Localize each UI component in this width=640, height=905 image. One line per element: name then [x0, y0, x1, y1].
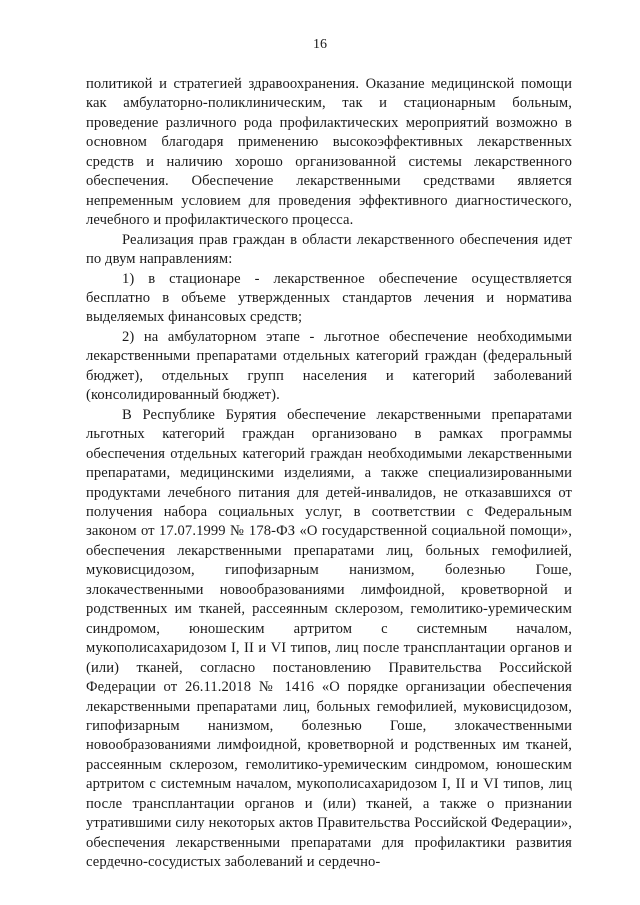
paragraph-outpatient: 2) на амбулаторном этапе - льготное обеспечение необходимыми лекарственными препаратами отдельных категорий граждан (федеральный бюджет), отдельных групп населения и категорий заболеваний (консолидированный бюджет). [86, 328, 572, 404]
page-number: 16 [313, 37, 327, 52]
paragraph-inpatient: 1) в стационаре - лекарственное обеспечение осуществляется бесплатно в объеме утвержденных стандартов лечения и норматива выделяемых финансовых средств; [86, 270, 572, 326]
paragraph-continuation: политикой и стратегией здравоохранения. Оказание медицинской помощи как амбулаторно-поликлиническим, так и стационарным больным, проведение различного рода профилактических мероприятий возможно в основном благодаря применению высокоэффективных лекарственных средств и наличию хорошо организованной системы лекарственного обеспечения. Обеспечение лекарственными средствами является непременным условием для проведения эффективного диагностического, лечебного и профилактического процесса. [86, 76, 572, 229]
document-body [86, 75, 572, 873]
paragraph-buryatia: В Республике Бурятия обеспечение лекарственными препаратами льготных категорий граждан организовано в рамках программы обеспечения отдельных категорий граждан необходимыми лекарственными препаратами, медицинскими изделиями, а также специализированными продуктами лечебного питания для детей-инвалидов, не отказавшихся от получения набора социальных услуг, в соответствии с Федеральным законом от 17.07.1999 № 178-ФЗ «О государственной социальной помощи», обеспечения лекарственными препаратами лиц, больных гемофилией, муковисцидозом, гипофизарным нанизмом, болезнью Гоше, злокачественными новообразованиями лимфоидной, кроветворной и родственных им тканей, рассеянным склерозом, гемолитико-уремическим синдромом, юношеским артритом с системным началом, мукополисахаридозом I, II и VI типов, лиц после трансплантации органов и (или) тканей, согласно постановлению Правительства Российской Федерации от 26.11.2018 № 1416 «О порядке организации обеспечения лекарственными препаратами лиц, больных гемофилией, муковисцидозом, гипофизарным нанизмом, болезнью Гоше, злокачественными новообразованиями лимфоидной, кроветворной и родственных им тканей, рассеянным склерозом, гемолитико-уремическим синдромом, юношеским артритом с системным началом, мукополисахаридозом I, II и VI типов, лиц после трансплантации органов и (или) тканей, а также о признании утратившими силу некоторых актов Правительства Российской Федерации», обеспечения лекарственными препаратами для профилактики развития сердечно-сосудистых заболеваний и сердечно- [86, 406, 572, 871]
paragraph-rights-realization: Реализация прав граждан в области лекарственного обеспечения идет по двум направлениям: [86, 231, 572, 268]
